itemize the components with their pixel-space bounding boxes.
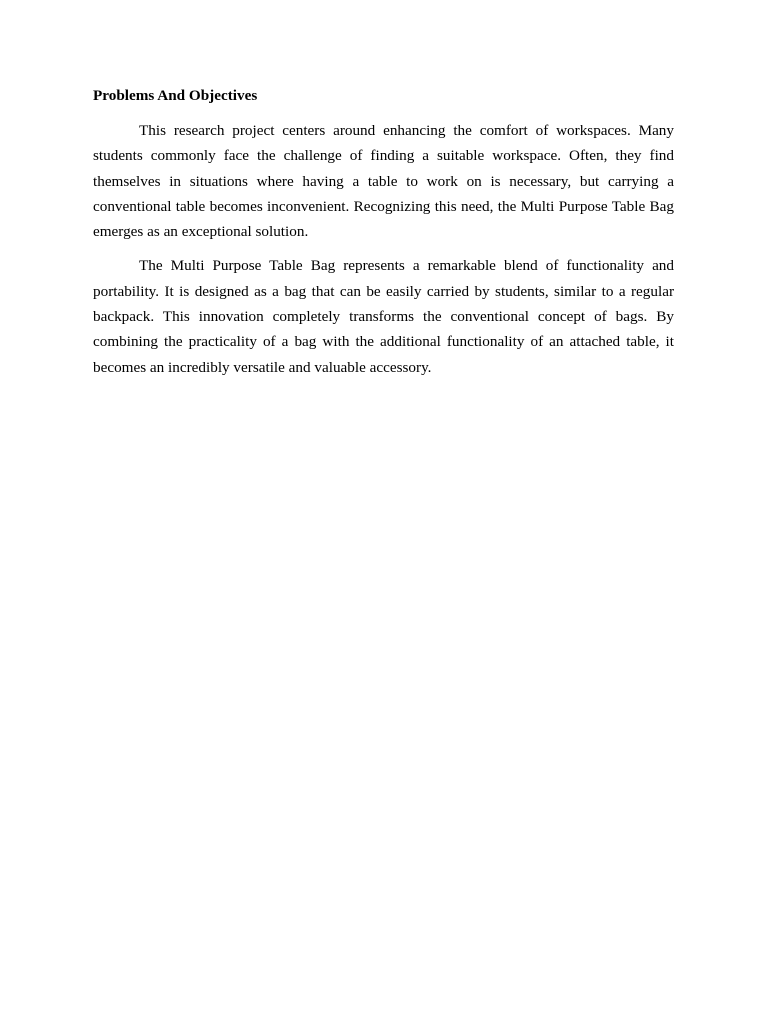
paragraph-2: The Multi Purpose Table Bag represents a remarkable blend of functionality and portability. It is designed as a bag that can be easily carried by students, similar to a regular backpack. This innovation completely transforms the conventional concept of bags. By combining the practicality of a bag with the additional functionality of an attached table, it becomes an incredibly versatile and valuable accessory. [93,257,674,376]
document-body [93,85,674,389]
paragraph-1: This research project centers around enhancing the comfort of workspaces. Many students commonly face the challenge of finding a suitable workspace. Often, they find themselves in situations where having a table to work on is necessary, but carrying a conventional table becomes inconvenient. Recognizing this need, the Multi Purpose Table Bag emerges as an exceptional solution. [93,122,674,241]
section-heading: Problems And Objectives [93,87,258,104]
